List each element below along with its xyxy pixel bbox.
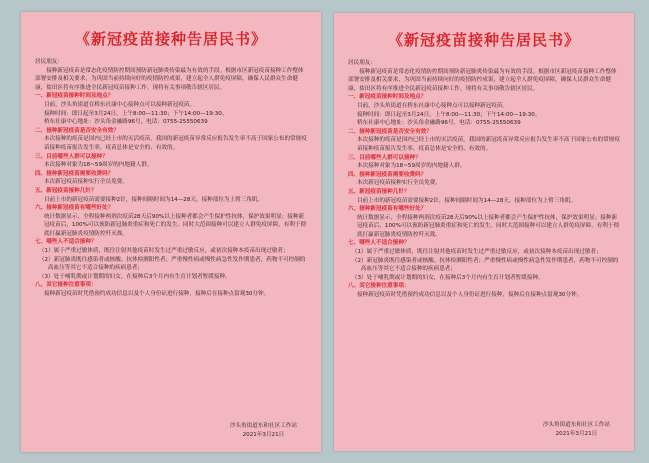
section-line: 目前上市的新冠疫苗需要接种2针，接种间隔时间为14—28天，接种部位为上臂三角肌。 [43, 196, 264, 203]
section-heading-benefits: 六、接种新冠疫苗有哪些好处？ [348, 206, 427, 213]
section-heading-fee: 四、接种新冠疫苗需要收费吗？ [35, 170, 114, 177]
section-heading-fee: 四、接种新冠疫苗需要收费吗？ [348, 171, 427, 178]
section-line: 接种时间：即日起至3月24日，上午8:00—11:30；下午14:00—19:30。 [43, 110, 228, 117]
notice-sheet-left [21, 12, 321, 452]
section-heading-contraindications: 七、哪些人不适合接种？ [35, 239, 97, 246]
section-line: 接种新冠疫苗时凭借预约成功信息以及个人身份证进行接种，接种后在接种点留观30分钟。 [43, 291, 270, 298]
section-heading-notes: 八、其它接种注意事项： [348, 283, 410, 290]
section-heading-doses: 五、新冠疫苗接种几针？ [35, 187, 97, 194]
greeting: 居民朋友： [348, 60, 376, 66]
section-line: 本次接种的疫苗是国内已经上市的灭活疫苗。我国的新冠疫苗异常反应报告发生率不高于国家公布的常规疫苗接种疫苗报告发生率，疫苗总体是安全的、有效的。 [356, 137, 620, 152]
section-line: （3）处于哺乳期或计划期的妇女，在接种后3个月内有生育计划者暂缓接种。 [351, 274, 544, 281]
section-line: 接种时间：即日起至3月24日，上午8:00—11:30；下午14:00—19:30。 [356, 111, 541, 118]
date: 2021年3月21日 [555, 431, 598, 437]
section-heading-eligible: 三、目前哪些人群可以接种？ [348, 154, 421, 161]
signature: 沙头角街道东和社区工作站 [542, 422, 610, 428]
signature-block [230, 422, 297, 440]
section-heading-notes: 八、其它接种注意事项： [35, 282, 97, 289]
notice-title: 《新冠疫苗接种告居民书》 [74, 30, 267, 48]
intro-paragraph: 接种新冠疫苗是常态化疫情防控期间预防新冠肺炎传染最为有效的手段。根据市区新冠疫苗接种工作整体部署安排及相关要求，为巩固当前持续向好的疫情防控成果，建立起全人群免疫屏障，确保人民群众生命健康，盐田区将有序推进全民新冠疫苗接种工作。现将有关事项敬告辖区居民。 [348, 68, 617, 92]
section-line: 统计数据显示，全程接种两剂次疫苗28天后90%以上接种者都会产生保护性抗体，保护效果明显；接种新冠疫苗后，100%可以预防新冠肺炎重症和死亡的发生。同时大范围接种可以建立人群免疫屏障，有利于彻底打赢新冠肺炎疫情防控歼灭战。 [356, 214, 620, 238]
section-line: 目前，沙头角街道在桥东社康中心接种点可以接种新冠疫苗。 [43, 101, 195, 108]
section-heading-time-place: 一、新冠疫苗接种时间及地点？ [348, 94, 427, 101]
section-line: 统计数据显示，全程接种两剂次疫苗28天后90%以上接种者都会产生保护性抗体，保护效果明显；接种新冠疫苗后，100%可以预防新冠肺炎重症和死亡的发生。同时大范围接种可以建立人群免疫屏障，有利于彻底打赢新冠肺炎疫情防控歼灭战。 [43, 213, 307, 237]
section-line: （2）新冠肺炎既往感染者或核酸、抗体检测阳性者；严重慢性病或慢性病急性发作期患者，药物不可控制的高血压等其它不适合接种的疾病患者； [351, 257, 619, 273]
section-heading-benefits: 六、接种新冠疫苗有哪些好处？ [35, 205, 114, 212]
section-line: 接种新冠疫苗时凭借预约成功信息以及个人身份证进行接种，接种后在接种点留观30分钟。 [356, 292, 583, 299]
section-line: （1）属于严重过敏体质，既往注射其他疫苗时发生过严重过敏反应，或初次接种本疫苗出现过敏者； [38, 248, 289, 255]
section-line: 目前，沙头角街道在桥东社康中心接种点可以接种新冠疫苗。 [356, 102, 508, 109]
section-line: （3）处于哺乳期或计划期的妇女，在接种后3个月内有生育计划者暂缓接种。 [38, 273, 231, 280]
section-line: 桥东社康中心地址：沙头角金融路96号，电话：0755-25550639 [43, 119, 208, 126]
section-line: 本次新冠疫苗接种实行全员免费。 [356, 180, 441, 187]
signature: 沙头角街道东和社区工作站 [229, 423, 297, 429]
section-heading-safety: 二、接种新冠疫苗是否安全有效？ [35, 127, 119, 134]
section-line: 本次接种对象为18~59周岁的内地籍人群。 [356, 163, 466, 170]
section-line: 本次接种对象为18~59周岁的内地籍人群。 [43, 162, 153, 169]
section-heading-eligible: 三、目前哪些人群可以接种？ [35, 153, 108, 160]
signature-block [543, 421, 610, 439]
section-heading-safety: 二、接种新冠疫苗是否安全有效？ [348, 128, 432, 135]
section-heading-contraindications: 七、哪些人不适合接种？ [348, 240, 410, 247]
section-line: 本次新冠疫苗接种实行全员免费。 [43, 179, 128, 186]
section-line: 目前上市的新冠疫苗需要接种2针，接种间隔时间为14—28天，接种部位为上臂三角肌。 [356, 197, 577, 204]
section-line: （1）属于严重过敏体质，既往注射其他疫苗时发生过严重过敏反应，或初次接种本疫苗出现过敏者； [351, 249, 602, 256]
notice-title: 《新冠疫苗接种告居民书》 [387, 31, 580, 49]
section-heading-time-place: 一、新冠疫苗接种时间及地点？ [35, 93, 114, 100]
date: 2021年3月21日 [242, 432, 285, 438]
notice-sheet-right [334, 13, 634, 451]
greeting: 居民朋友： [35, 59, 63, 65]
section-heading-doses: 五、新冠疫苗接种几针？ [348, 188, 410, 195]
section-line: （2）新冠肺炎既往感染者或核酸、抗体检测阳性者；严重慢性病或慢性病急性发作期患者，药物不可控制的高血压等其它不适合接种的疾病患者； [38, 256, 306, 272]
intro-paragraph: 接种新冠疫苗是常态化疫情防控期间预防新冠肺炎传染最为有效的手段。根据市区新冠疫苗接种工作整体部署安排及相关要求，为巩固当前持续向好的疫情防控成果，建立起全人群免疫屏障，确保人民群众生命健康，盐田区将有序推进全民新冠疫苗接种工作。现将有关事项敬告辖区居民。 [35, 67, 304, 91]
section-line: 桥东社康中心地址：沙头角金融路96号，电话：0755-25550639 [356, 120, 521, 127]
section-line: 本次接种的疫苗是国内已经上市的灭活疫苗。我国的新冠疫苗异常反应报告发生率不高于国家公布的常规疫苗接种疫苗报告发生率，疫苗总体是安全的、有效的。 [43, 136, 307, 151]
